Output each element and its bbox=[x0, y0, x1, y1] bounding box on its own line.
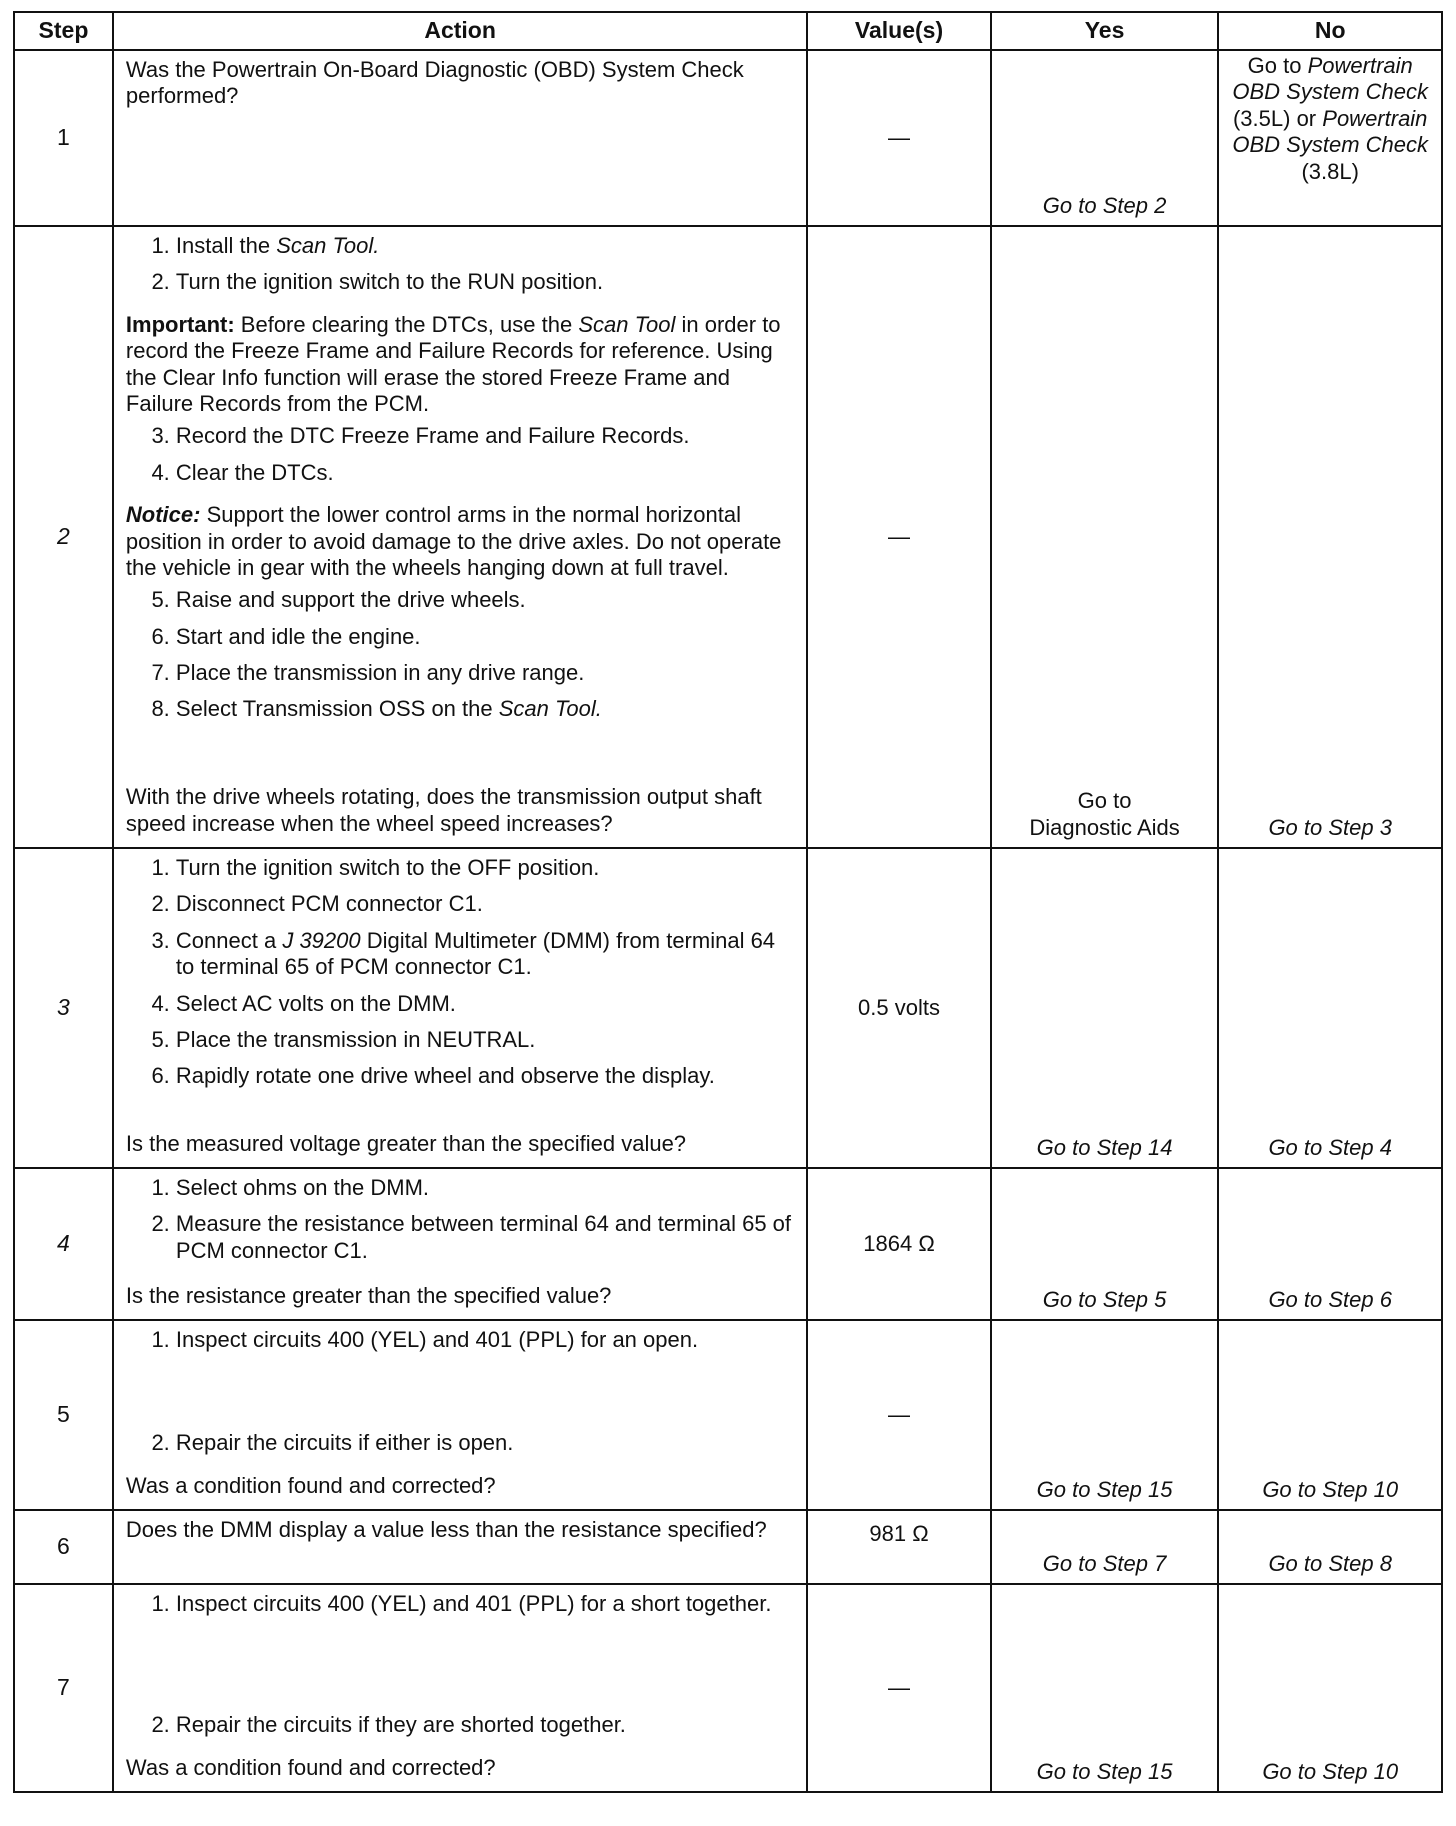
value: — bbox=[888, 124, 911, 150]
diagnostic-table bbox=[13, 11, 1443, 1793]
value-cell bbox=[807, 1510, 990, 1584]
action-cell bbox=[113, 1510, 807, 1584]
no-cell bbox=[1218, 226, 1442, 848]
action-list bbox=[126, 587, 792, 733]
step-number: 2 bbox=[14, 226, 113, 848]
action-cell bbox=[113, 226, 807, 848]
step-row-7 bbox=[14, 1584, 1442, 1792]
notice-note: Notice: Support the lower control arms in the normal horizontal position in order to avoid damage to the drive axles. Do not operate the vehicle in gear with the wheels hanging down at full travel. bbox=[125, 502, 782, 580]
yes-cell bbox=[991, 226, 1219, 848]
action-item: 1. Inspect circuits 400 (YEL) and 401 (PPL) for a short together. bbox=[176, 1591, 792, 1617]
no-text-e: (3.8L) bbox=[1301, 158, 1359, 184]
step-row-4 bbox=[14, 1168, 1442, 1320]
action-item: 1. Inspect circuits 400 (YEL) and 401 (PPL) for an open. bbox=[176, 1327, 792, 1353]
step-number: 6 bbox=[14, 1510, 113, 1584]
step-row-5 bbox=[14, 1320, 1442, 1510]
step-number: 4 bbox=[14, 1168, 113, 1320]
no-goto: Go to Step 3 bbox=[1268, 814, 1392, 840]
question: With the drive wheels rotating, does the transmission output shaft speed increase when the wheel speed increases? bbox=[125, 784, 762, 836]
action-item: 2. Repair the circuits if they are shorted together. bbox=[176, 1712, 792, 1738]
action-list bbox=[126, 855, 792, 1100]
header-yes: Yes bbox=[991, 12, 1219, 50]
action-list bbox=[126, 423, 792, 496]
action-cell bbox=[113, 848, 807, 1168]
no-link-1: Powertrain OBD System Check bbox=[1232, 53, 1428, 105]
yes-goto-line2: Diagnostic Aids bbox=[1029, 814, 1180, 840]
action-list bbox=[126, 233, 792, 306]
yes-goto: Go to Step 2 bbox=[1042, 192, 1167, 218]
action-list bbox=[126, 1712, 792, 1748]
header-step: Step bbox=[14, 12, 113, 50]
action-item: 2. Turn the ignition switch to the RUN position. bbox=[176, 269, 792, 295]
step-row-1 bbox=[14, 50, 1442, 226]
question: Was the Powertrain On-Board Diagnostic (OBD) System Check performed? bbox=[125, 57, 744, 109]
action-item: 5. Place the transmission in NEUTRAL. bbox=[176, 1027, 792, 1053]
question: Was a condition found and corrected? bbox=[125, 1754, 496, 1780]
action-item: 1. Select ohms on the DMM. bbox=[176, 1175, 792, 1201]
yes-goto-line1: Go to bbox=[1077, 788, 1132, 814]
important-note: Important: Before clearing the DTCs, use the Scan Tool in order to record the Freeze Frame and Failure Records for reference. Using the Clear Info function will erase the stored Freeze Frame and Failure Records from the PCM. bbox=[125, 311, 781, 416]
step-number: 3 bbox=[14, 848, 113, 1168]
no-goto: Go to Step 8 bbox=[1268, 1550, 1392, 1576]
action-list bbox=[126, 1175, 792, 1274]
action-item: 7. Place the transmission in any drive range. bbox=[176, 660, 792, 686]
question: Is the resistance greater than the specified value? bbox=[125, 1282, 612, 1308]
value: — bbox=[888, 1401, 911, 1427]
action-list bbox=[126, 1591, 792, 1627]
step-row-6 bbox=[14, 1510, 1442, 1584]
action-item: 8. Select Transmission OSS on the Scan Tool. bbox=[176, 696, 792, 722]
yes-goto: Go to Step 7 bbox=[1042, 1550, 1167, 1576]
value: — bbox=[888, 1674, 911, 1700]
no-goto: Go to Step 10 bbox=[1262, 1476, 1399, 1502]
header-values: Value(s) bbox=[807, 12, 990, 50]
no-text-a: Go to bbox=[1247, 53, 1302, 78]
no-goto: Go to Step 4 bbox=[1268, 1134, 1392, 1160]
value: — bbox=[888, 523, 911, 549]
action-item: 2. Repair the circuits if either is open. bbox=[176, 1430, 792, 1456]
no-cell bbox=[1218, 1584, 1442, 1792]
value-cell bbox=[807, 1320, 990, 1510]
no-cell bbox=[1218, 848, 1442, 1168]
question: Does the DMM display a value less than the resistance specified? bbox=[125, 1517, 767, 1542]
action-cell bbox=[113, 1584, 807, 1792]
action-cell bbox=[113, 1168, 807, 1320]
value-cell bbox=[807, 1584, 990, 1792]
no-cell bbox=[1218, 1168, 1442, 1320]
action-item: 3. Connect a J 39200 Digital Multimeter (DMM) from terminal 64 to terminal 65 of PCM connector C1. bbox=[176, 928, 792, 981]
value-cell bbox=[807, 226, 990, 848]
action-item: 2. Measure the resistance between terminal 64 and terminal 65 of PCM connector C1. bbox=[176, 1211, 792, 1264]
yes-cell bbox=[991, 50, 1219, 226]
value: 1864 Ω bbox=[863, 1230, 935, 1256]
value: 981 Ω bbox=[869, 1521, 929, 1546]
no-text-c: (3.5L) or bbox=[1232, 105, 1317, 131]
yes-goto: Go to Step 5 bbox=[1042, 1286, 1167, 1312]
action-item: 4. Clear the DTCs. bbox=[176, 460, 792, 486]
yes-goto: Go to Step 15 bbox=[1036, 1758, 1173, 1784]
no-goto: Go to Step 10 bbox=[1262, 1758, 1399, 1784]
action-list bbox=[126, 1327, 792, 1363]
step-number: 5 bbox=[14, 1320, 113, 1510]
question: Is the measured voltage greater than the specified value? bbox=[125, 1130, 687, 1156]
step-number: 7 bbox=[14, 1584, 113, 1792]
action-item: 6. Rapidly rotate one drive wheel and observe the display. bbox=[176, 1063, 792, 1089]
no-cell bbox=[1218, 1510, 1442, 1584]
yes-cell bbox=[991, 1510, 1219, 1584]
yes-goto: Go to Step 15 bbox=[1036, 1476, 1173, 1502]
yes-cell bbox=[991, 1584, 1219, 1792]
action-item: 6. Start and idle the engine. bbox=[176, 624, 792, 650]
action-cell bbox=[113, 50, 807, 226]
action-item: 5. Raise and support the drive wheels. bbox=[176, 587, 792, 613]
yes-cell bbox=[991, 1320, 1219, 1510]
action-item: 3. Record the DTC Freeze Frame and Failure Records. bbox=[176, 423, 792, 449]
step-row-3 bbox=[14, 848, 1442, 1168]
action-item: 1. Turn the ignition switch to the OFF position. bbox=[176, 855, 792, 881]
no-cell bbox=[1218, 50, 1442, 226]
no-link-2: Powertrain OBD System Check bbox=[1232, 105, 1428, 158]
no-goto: Go to Step 6 bbox=[1268, 1286, 1392, 1312]
action-item: 1. Install the Scan Tool. bbox=[176, 233, 792, 259]
value-cell bbox=[807, 1168, 990, 1320]
value-cell bbox=[807, 50, 990, 226]
value: 0.5 volts bbox=[858, 994, 940, 1020]
no-cell bbox=[1218, 1320, 1442, 1510]
question: Was a condition found and corrected? bbox=[125, 1472, 496, 1498]
action-list bbox=[126, 1430, 792, 1466]
action-item: 4. Select AC volts on the DMM. bbox=[176, 991, 792, 1017]
yes-goto: Go to Step 14 bbox=[1036, 1134, 1173, 1160]
header-action: Action bbox=[113, 12, 807, 50]
action-cell bbox=[113, 1320, 807, 1510]
header-row bbox=[14, 12, 1442, 50]
step-row-2 bbox=[14, 226, 1442, 848]
header-no: No bbox=[1218, 12, 1442, 50]
action-item: 2. Disconnect PCM connector C1. bbox=[176, 891, 792, 917]
yes-cell bbox=[991, 1168, 1219, 1320]
value-cell bbox=[807, 848, 990, 1168]
step-number: 1 bbox=[14, 50, 113, 226]
yes-cell bbox=[991, 848, 1219, 1168]
